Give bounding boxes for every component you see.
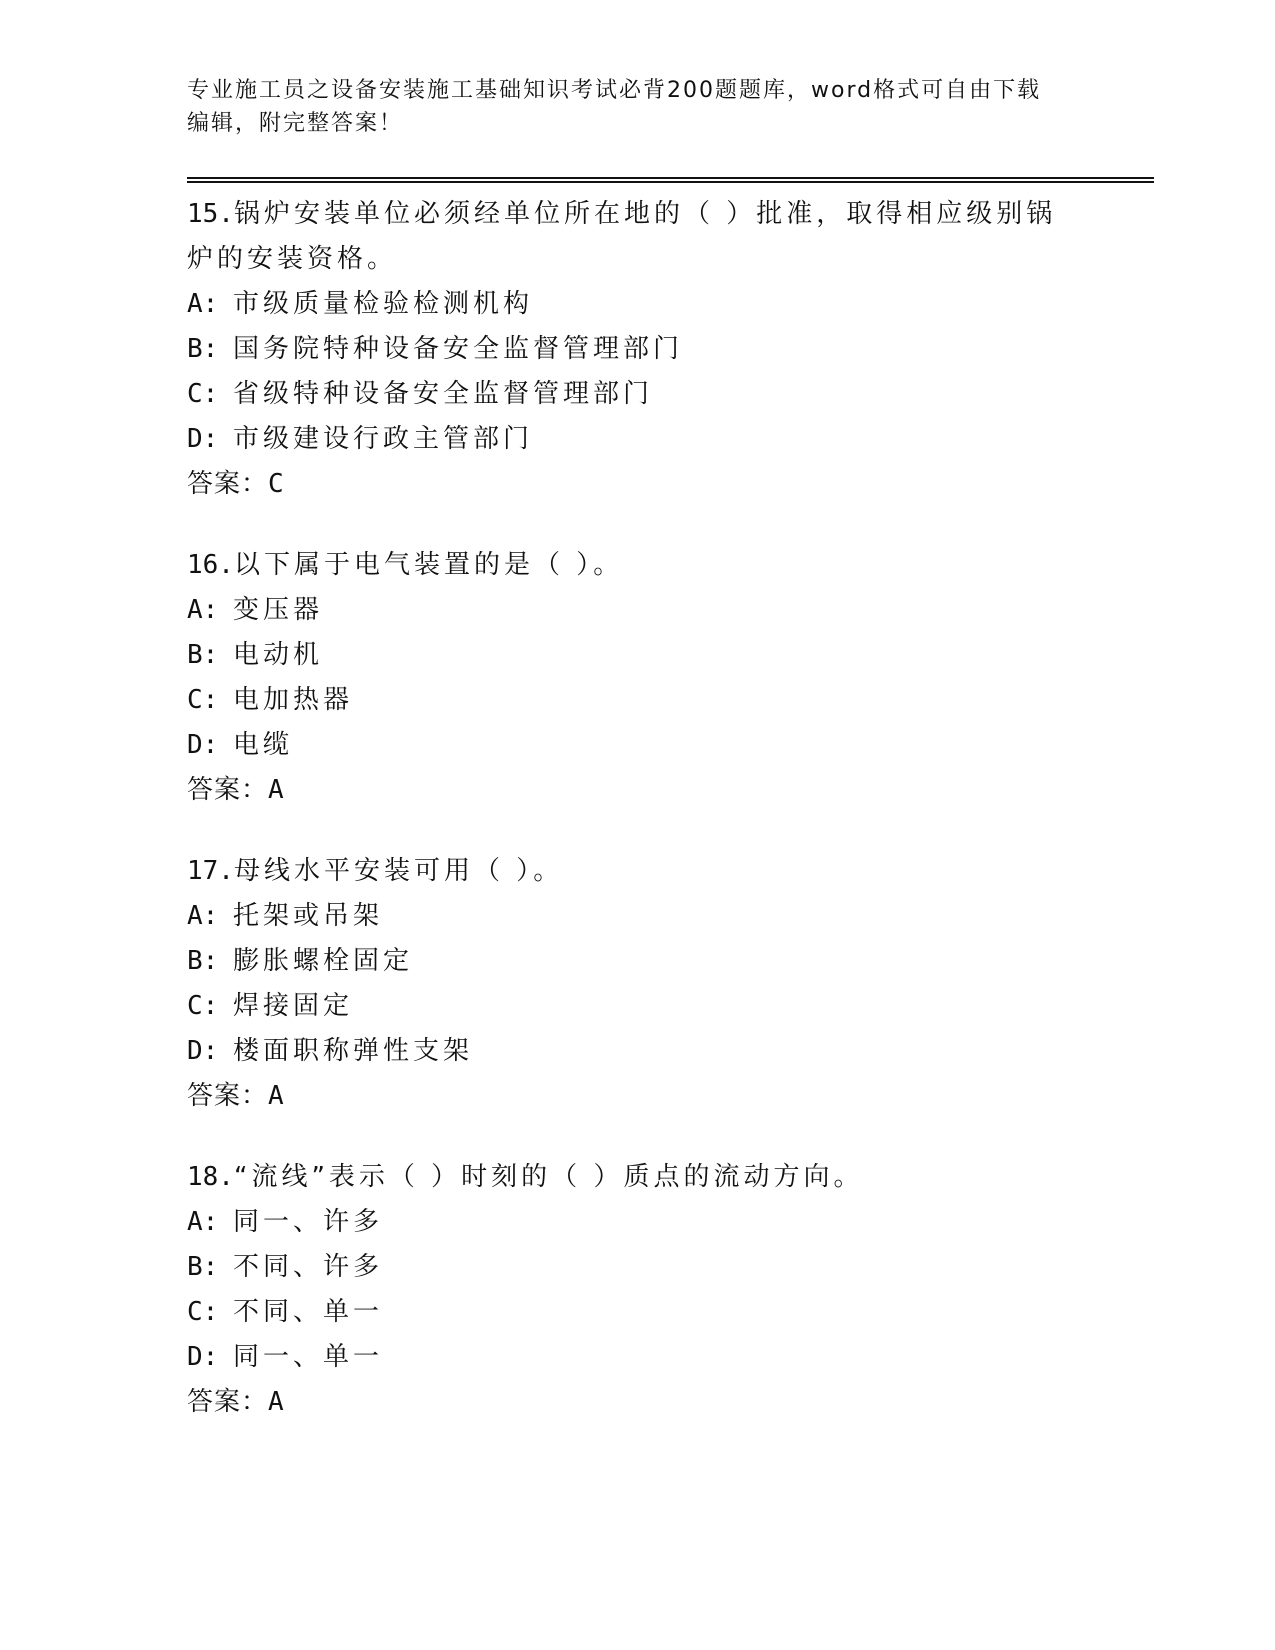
option-letter: C:: [187, 1297, 219, 1327]
option-text: 市级质量检验检测机构: [233, 289, 534, 319]
option-text: 电缆: [233, 730, 294, 760]
option-text: 焊接固定: [233, 991, 354, 1021]
option-letter: B:: [187, 334, 219, 364]
option-text: 同一、许多: [233, 1207, 384, 1237]
answer-line: [187, 1074, 1087, 1119]
option-d: [187, 1029, 1087, 1074]
option-letter: D:: [187, 730, 219, 760]
option-text: 市级建设行政主管部门: [233, 424, 534, 454]
question-text: [187, 192, 1067, 282]
option-b: [187, 633, 1087, 678]
option-text: 电加热器: [233, 685, 354, 715]
option-letter: A:: [187, 595, 219, 625]
question-item: [187, 849, 1087, 1119]
question-body: 锅炉安装单位必须经单位所在地的（ ）批准，取得相应级别锅炉的安装资格。: [187, 199, 1057, 274]
answer-line: [187, 462, 1087, 507]
option-letter: A:: [187, 901, 219, 931]
question-body: 以下属于电气装置的是（ ）。: [233, 550, 624, 580]
option-c: [187, 1290, 1087, 1335]
question-item: [187, 1155, 1087, 1425]
question-body: “流线”表示（ ）时刻的（ ）质点的流动方向。: [233, 1162, 864, 1192]
header-divider-top: [187, 177, 1154, 179]
option-c: [187, 678, 1087, 723]
option-letter: B:: [187, 946, 219, 976]
option-b: [187, 939, 1087, 984]
option-letter: B:: [187, 1252, 219, 1282]
answer-line: [187, 768, 1087, 813]
question-number: 16.: [187, 550, 234, 580]
option-d: [187, 1335, 1087, 1380]
question-text: [187, 849, 1067, 894]
option-text: 同一、单一: [233, 1342, 384, 1372]
question-text: [187, 1155, 1067, 1200]
option-text: 国务院特种设备安全监督管理部门: [233, 334, 684, 364]
header-line-2: 编辑，附完整答案！: [187, 111, 404, 136]
option-letter: A:: [187, 289, 219, 319]
option-b: [187, 327, 1087, 372]
answer-value: A: [268, 1387, 285, 1417]
option-letter: D:: [187, 1036, 219, 1066]
answer-label: 答案：: [187, 1081, 269, 1111]
question-body: 母线水平安装可用（ ）。: [233, 856, 564, 886]
option-a: [187, 282, 1087, 327]
option-text: 托架或吊架: [233, 901, 384, 931]
option-c: [187, 372, 1087, 417]
option-text: 楼面职称弹性支架: [233, 1036, 474, 1066]
header-line-1: 专业施工员之设备安装施工基础知识考试必背200题题库，word格式可自由下载: [187, 78, 1042, 103]
answer-line: [187, 1380, 1087, 1425]
option-text: 膨胀螺栓固定: [233, 946, 414, 976]
answer-label: 答案：: [187, 469, 269, 499]
option-letter: C:: [187, 379, 219, 409]
option-letter: C:: [187, 991, 219, 1021]
option-text: 不同、单一: [233, 1297, 384, 1327]
question-number: 17.: [187, 856, 234, 886]
option-text: 电动机: [233, 640, 324, 670]
question-item: [187, 543, 1087, 813]
answer-value: A: [268, 1081, 285, 1111]
question-number: 15.: [187, 199, 234, 229]
answer-label: 答案：: [187, 1387, 269, 1417]
option-letter: A:: [187, 1207, 219, 1237]
option-d: [187, 723, 1087, 768]
answer-label: 答案：: [187, 775, 269, 805]
question-list: [187, 192, 1087, 1461]
document-header: [187, 74, 1067, 140]
question-text: [187, 543, 1067, 588]
header-divider-bottom: [187, 181, 1154, 183]
option-a: [187, 894, 1087, 939]
option-letter: B:: [187, 640, 219, 670]
option-text: 省级特种设备安全监督管理部门: [233, 379, 654, 409]
question-number: 18.: [187, 1162, 234, 1192]
option-letter: C:: [187, 685, 219, 715]
option-d: [187, 417, 1087, 462]
question-item: [187, 192, 1087, 507]
option-text: 变压器: [233, 595, 324, 625]
answer-value: C: [268, 469, 285, 499]
option-b: [187, 1245, 1087, 1290]
option-letter: D:: [187, 1342, 219, 1372]
option-a: [187, 1200, 1087, 1245]
option-letter: D:: [187, 424, 219, 454]
answer-value: A: [268, 775, 285, 805]
option-text: 不同、许多: [233, 1252, 384, 1282]
option-a: [187, 588, 1087, 633]
option-c: [187, 984, 1087, 1029]
